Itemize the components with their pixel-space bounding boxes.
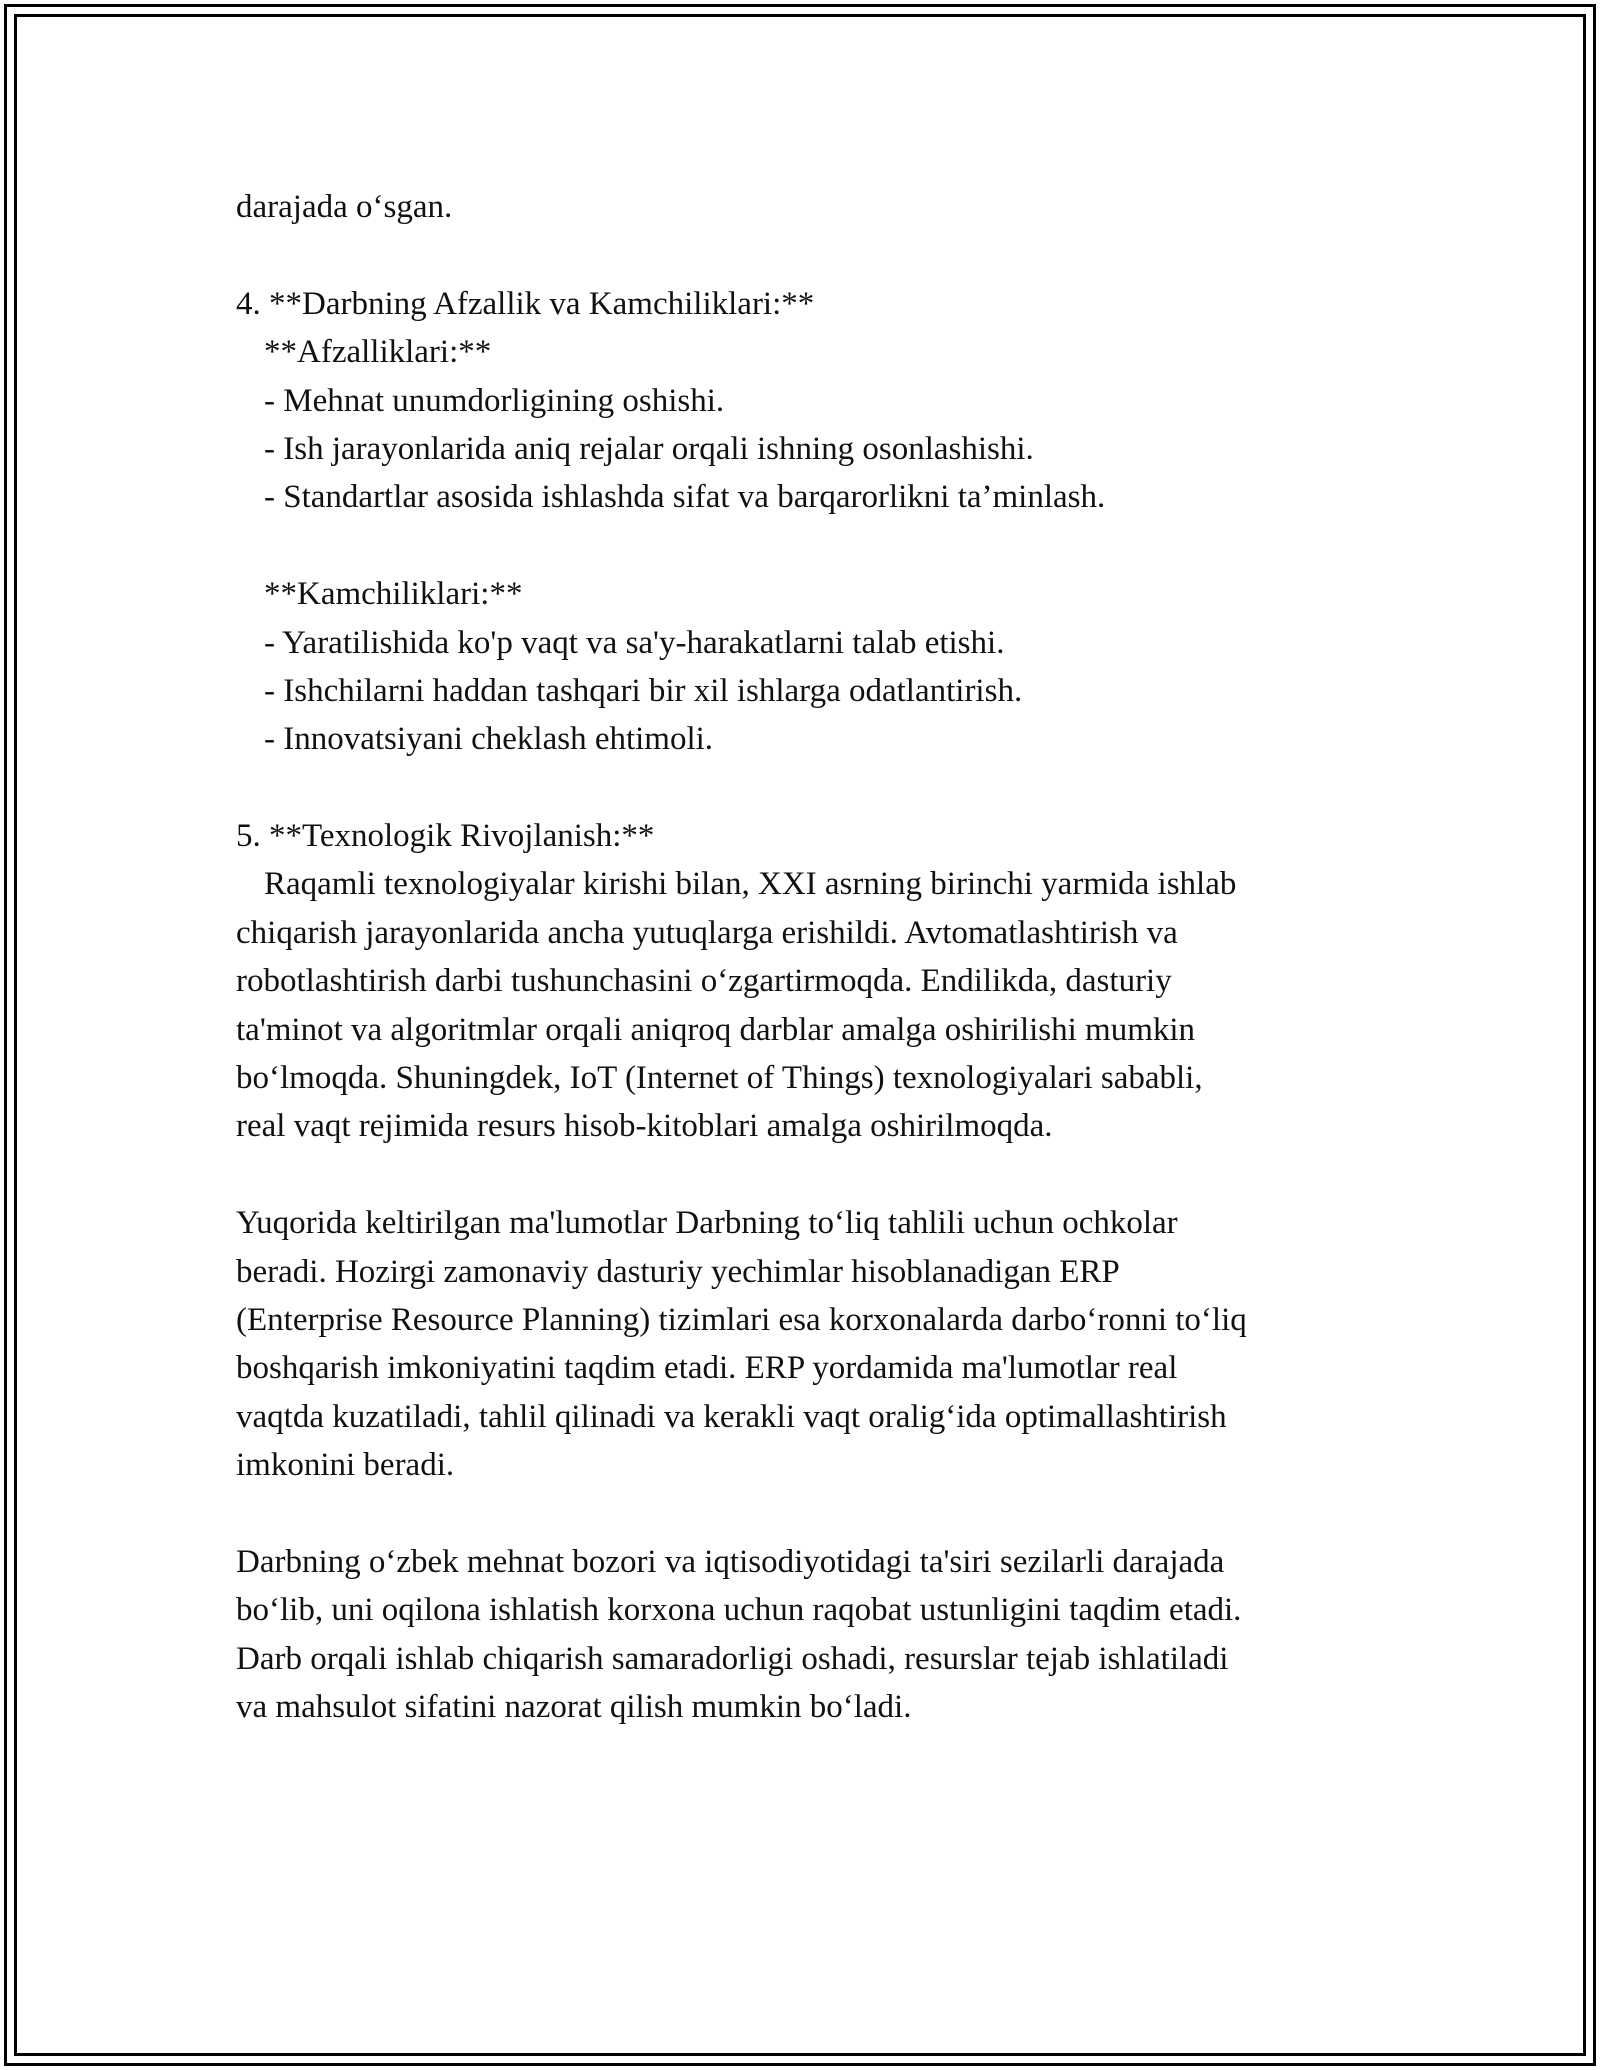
- advantage-item: - Ish jarayonlarida aniq rejalar orqali ishning osonlashishi.: [264, 430, 1034, 467]
- paragraph-1-line: boshqarish imkoniyatini taqdim etadi. ERP yordamida ma'lumotlar real: [236, 1350, 1178, 1387]
- section-5-text-line: ta'minot va algoritmlar orqali aniqroq darblar amalga oshirilishi mumkin: [236, 1011, 1196, 1048]
- blank-line: [236, 1151, 1366, 1199]
- advantage-item: - Standartlar asosida ishlashda sifat va barqarorlikni ta’minlash.: [264, 479, 1106, 516]
- blank-line: [236, 231, 1366, 279]
- blank-line: [236, 522, 1366, 570]
- advantage-item: - Mehnat unumdorligining oshishi.: [264, 382, 725, 419]
- section-5-text-line: chiqarish jarayonlarida ancha yutuqlarga erishildi. Avtomatlashtirish va: [236, 914, 1178, 951]
- disadvantage-item: - Ishchilarni haddan tashqari bir xil ishlarga odatlantirish.: [264, 672, 1023, 709]
- paragraph-1-line: (Enterprise Resource Planning) tizimlari esa korxonalarda darbo‘ronni to‘liq: [236, 1301, 1247, 1338]
- text-line: darajada o‘sgan.: [236, 189, 453, 225]
- section-5-heading: 5. **Texnologik Rivojlanish:**: [236, 818, 655, 855]
- paragraph-1-line: imkonini beradi.: [236, 1447, 455, 1484]
- section-4-heading: 4. **Darbning Afzallik va Kamchiliklari:**: [236, 285, 815, 322]
- disadvantage-item: - Yaratilishida ko'p vaqt va sa'y-harakatlarni talab etishi.: [264, 624, 1005, 661]
- paragraph-1-line: Yuqorida keltirilgan ma'lumotlar Darbning to‘liq tahlili uchun ochkolar: [236, 1205, 1178, 1242]
- document-body: [236, 183, 1366, 1732]
- blank-line: [236, 764, 1366, 812]
- paragraph-2-line: va mahsulot sifatini nazorat qilish mumkin bo‘ladi.: [236, 1689, 912, 1726]
- advantages-heading: **Afzalliklari:**: [264, 334, 492, 371]
- paragraph-1-line: vaqtda kuzatiladi, tahlil qilinadi va kerakli vaqt oralig‘ida optimallashtirish: [236, 1398, 1227, 1435]
- section-5-text-line: real vaqt rejimida resurs hisob-kitoblari amalga oshirilmoqda.: [236, 1108, 1053, 1145]
- disadvantages-heading: **Kamchiliklari:**: [264, 576, 523, 613]
- section-5-text-line: robotlashtirish darbi tushunchasini o‘zgartirmoqda. Endilikda, dasturiy: [236, 963, 1172, 1000]
- paragraph-2-line: Darb orqali ishlab chiqarish samaradorligi oshadi, resurslar tejab ishlatiladi: [236, 1640, 1229, 1677]
- section-5-text-line: bo‘lmoqda. Shuningdek, IoT (Internet of Things) texnologiyalari sababli,: [236, 1060, 1203, 1097]
- blank-line: [236, 1490, 1366, 1538]
- disadvantage-item: - Innovatsiyani cheklash ehtimoli.: [264, 721, 714, 758]
- section-5-text-line: Raqamli texnologiyalar kirishi bilan, XXI asrning birinchi yarmida ishlab: [264, 866, 1237, 903]
- paragraph-2-line: Darbning o‘zbek mehnat bozori va iqtisodiyotidagi ta'siri sezilarli darajada: [236, 1543, 1225, 1580]
- paragraph-1-line: beradi. Hozirgi zamonaviy dasturiy yechimlar hisoblanadigan ERP: [236, 1253, 1120, 1290]
- paragraph-2-line: bo‘lib, uni oqilona ishlatish korxona uchun raqobat ustunligini taqdim etadi.: [236, 1592, 1242, 1629]
